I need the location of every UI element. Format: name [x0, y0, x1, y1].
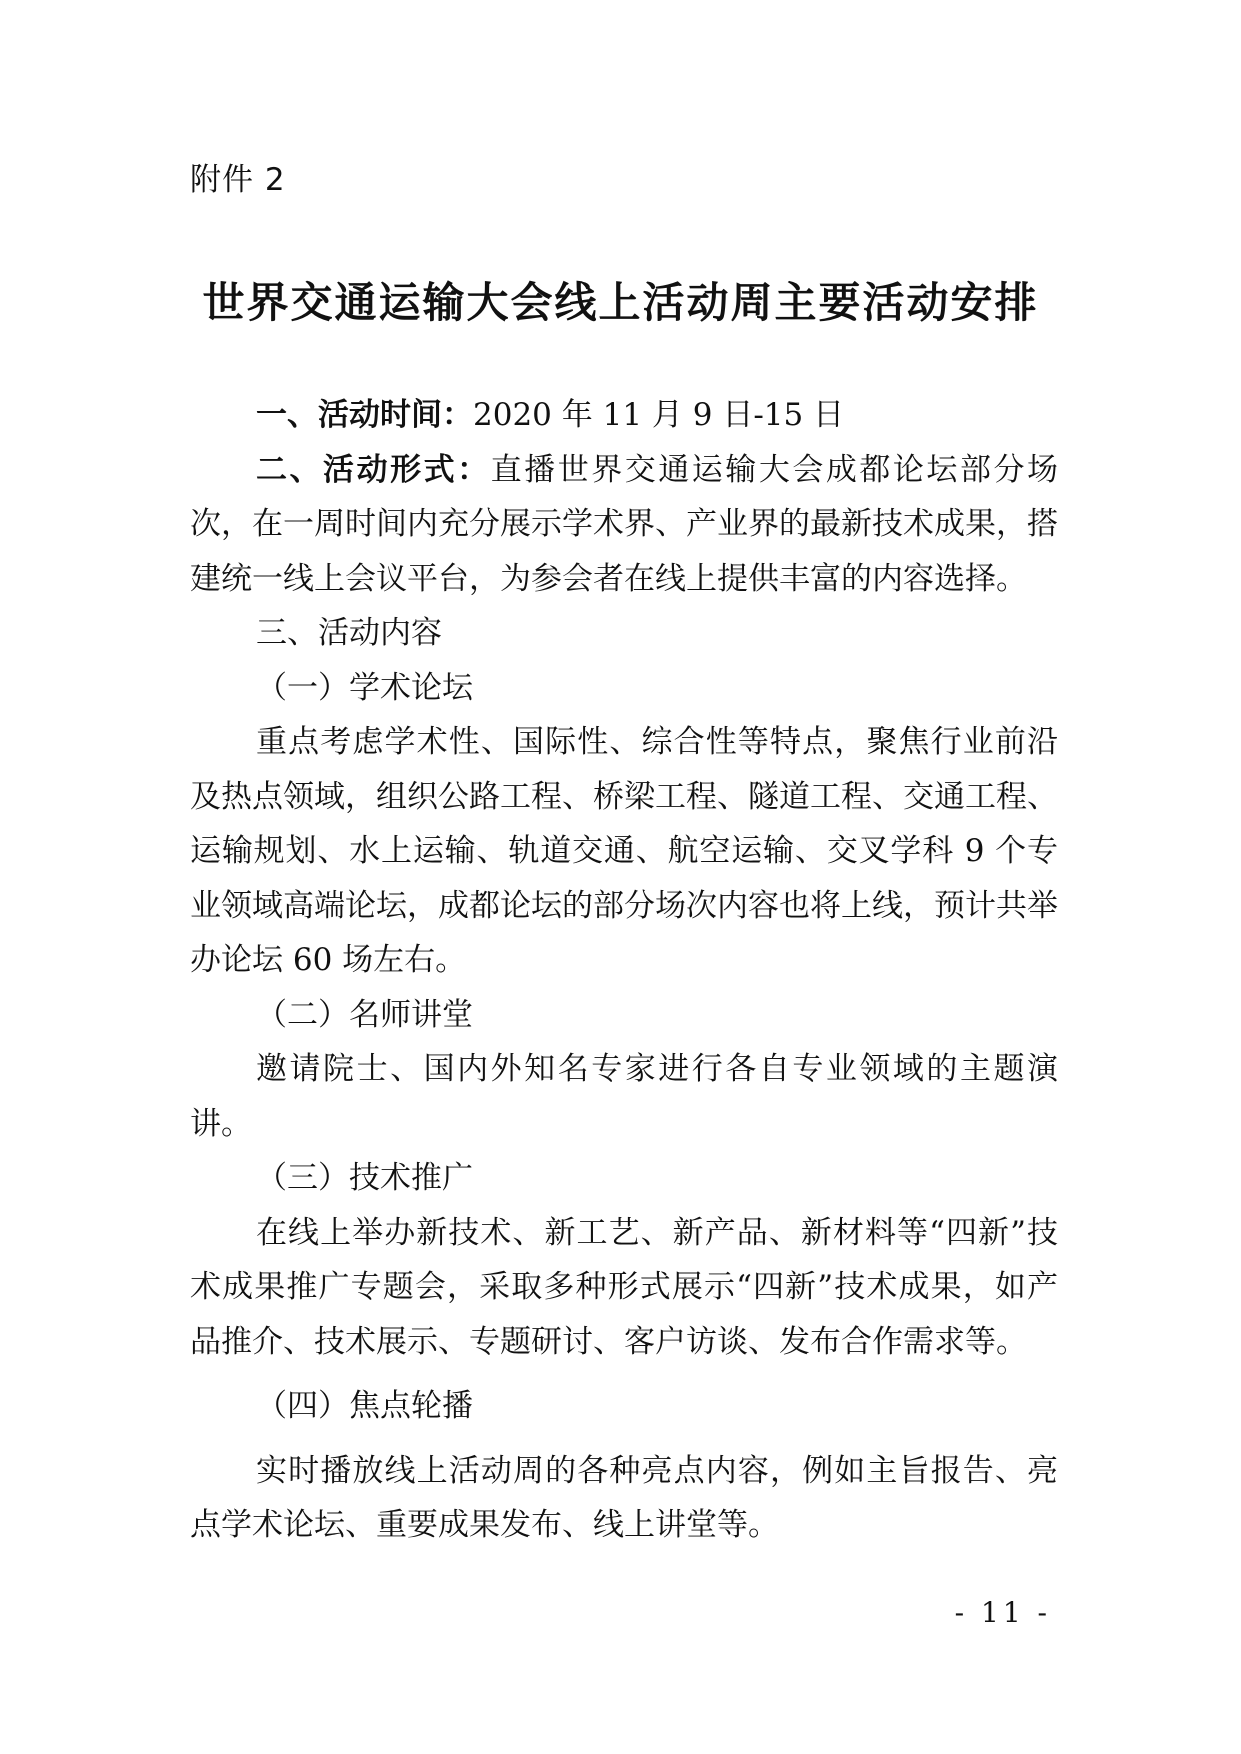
- sub-academic-forum-heading: [190, 661, 1058, 716]
- section-time: [190, 388, 1058, 443]
- section-time-heading: 一、活动时间：: [256, 397, 473, 433]
- attachment-label: 附件 2: [190, 162, 286, 198]
- sub-focus-carousel-heading: [190, 1379, 1058, 1434]
- sub-academic-forum-heading-text: （一）学术论坛: [256, 669, 473, 706]
- paragraph-gap: [190, 1369, 1058, 1379]
- section-form-text: 直播世界交通运输大会成都论坛部分场次，在一周时间内充分展示学术界、产业界的最新技术成果，搭建统一线上会议平台，为参会者在线上提供丰富的内容选择。: [190, 451, 1059, 597]
- document-body: [190, 388, 1058, 1553]
- sub-academic-forum-text: 重点考虑学术性、国际性、综合性等特点，聚焦行业前沿及热点领域，组织公路工程、桥梁工程、隧道工程、交通工程、运输规划、水上运输、轨道交通、航空运输、交叉学科 9 个专业领域高端论坛，成都论坛的部分场次内容也将上线，预计共举办论坛 60 场左右。: [190, 724, 1058, 978]
- sub-tech-promotion-heading-text: （三）技术推广: [256, 1160, 473, 1196]
- sub-tech-promotion-heading: [190, 1151, 1058, 1206]
- sub-master-lecture-text: 邀请院士、国内外知名专家进行各自专业领域的主题演讲。: [190, 1051, 1058, 1142]
- section-content-heading: [190, 606, 1058, 661]
- sub-focus-carousel-text: 实时播放线上活动周的各种亮点内容，例如主旨报告、亮点学术论坛、重要成果发布、线上讲堂等。: [190, 1452, 1058, 1543]
- section-form: [190, 443, 1058, 607]
- paragraph-gap-2: [190, 1434, 1058, 1444]
- sub-focus-carousel-heading-text: （四）焦点轮播: [256, 1388, 473, 1424]
- section-content-heading-text: 三、活动内容: [256, 615, 442, 651]
- sub-master-lecture-heading: [190, 988, 1058, 1043]
- sub-master-lecture-heading-text: （二）名师讲堂: [256, 996, 473, 1033]
- sub-tech-promotion-text: 在线上举办新技术、新工艺、新产品、新材料等“四新”技术成果推广专题会，采取多种形式展示“四新”技术成果，如产品推介、技术展示、专题研讨、客户访谈、发布合作需求等。: [190, 1214, 1058, 1360]
- section-time-text: 2020 年 11 月 9 日-15 日: [473, 397, 845, 433]
- page-number: - 11 -: [954, 1596, 1051, 1629]
- section-form-heading: 二、活动形式：: [256, 451, 491, 488]
- document-title: 世界交通运输大会线上活动周主要活动安排: [202, 278, 1039, 327]
